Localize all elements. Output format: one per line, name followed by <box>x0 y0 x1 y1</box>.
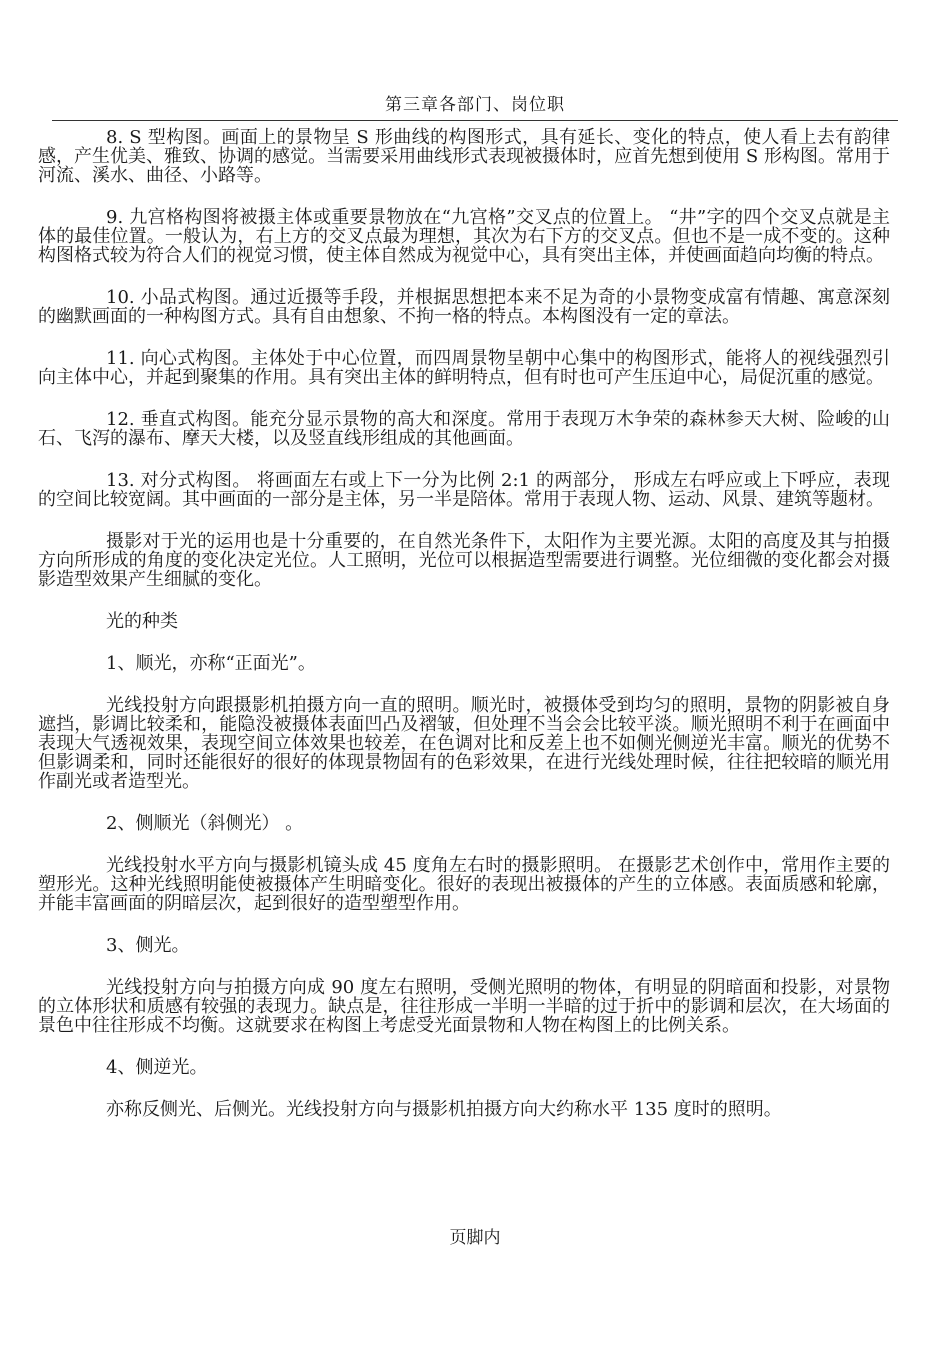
heading-side-back-light: 4、侧逆光。 <box>106 1057 208 1078</box>
page-footer: 页脚内 <box>449 1228 501 1248</box>
paragraph-side-front-light: 光线投射水平方向与摄影机镜头成 45 度角左右时的摄影照明。 在摄影艺术创作中，常用作主要的塑形光。这种光线照明能使被摄体产生明暗变化。很好的表现出被摄体的产生的立体感。表面质感和轮廓，并能丰富画面的阴暗层次，起到很好的造型塑型作用。 <box>38 855 890 914</box>
heading-light-types: 光的种类 <box>106 611 178 632</box>
heading-front-light: 1、顺光，亦称“正面光”。 <box>106 653 316 674</box>
heading-side-light: 3、侧光。 <box>106 935 190 956</box>
paragraph-light-intro: 摄影对于光的运用也是十分重要的，在自然光条件下，太阳作为主要光源。太阳的高度及其与拍摄方向所形成的角度的变化决定光位。人工照明，光位可以根据造型需要进行调整。光位细微的变化都会对摄影造型效果产生细腻的变化。 <box>38 531 890 590</box>
paragraph-front-light: 光线投射方向跟摄影机拍摄方向一直的照明。顺光时，被摄体受到均匀的照明，景物的阴影被自身遮挡，影调比较柔和，能隐没被摄体表面凹凸及褶皱，但处理不当会会比较平淡。顺光照明不利于在画面中表现大气透视效果，表现空间立体效果也较差，在色调对比和反差上也不如侧光侧逆光丰富。顺光的优势不但影调柔和，同时还能很好的很好的体现景物固有的色彩效果，在进行光线处理时候，往往把较暗的顺光用作副光或者造型光。 <box>38 695 890 792</box>
paragraph-vertical-composition: 12. 垂直式构图。能充分显示景物的高大和深度。常用于表现万木争荣的森林参天大树、险峻的山石、飞泻的瀑布、摩天大楼，以及竖直线形组成的其他画面。 <box>38 409 890 449</box>
paragraph-side-back-light: 亦称反侧光、后侧光。光线投射方向与摄影机拍摄方向大约称水平 135 度时的照明。 <box>106 1099 782 1120</box>
paragraph-nine-grid-composition: 9. 九宫格构图将被摄主体或重要景物放在“九宫格”交叉点的位置上。 “井”字的四个交叉点就是主体的最佳位置。一般认为，右上方的交叉点最为理想，其次为右下方的交叉点。但也不是一成不变的。这种构图格式较为符合人们的视觉习惯，使主体自然成为视觉中心，具有突出主体，并使画面趋向均衡的特点。 <box>38 207 890 266</box>
paragraph-s-composition: 8. S 型构图。画面上的景物呈 S 形曲线的构图形式，具有延长、变化的特点，使人看上去有韵律感，产生优美、雅致、协调的感觉。当需要采用曲线形式表现被摄体时，应首先想到使用 S 形构图。常用于河流、溪水、曲径、小路等。 <box>38 127 890 186</box>
paragraph-split-composition: 13. 对分式构图。 将画面左右或上下一分为比例 2:1 的两部分， 形成左右呼应或上下呼应，表现的空间比较宽阔。其中画面的一部分是主体，另一半是陪体。常用于表现人物、运动、风景、建筑等题材。 <box>38 470 890 510</box>
paragraph-centripetal-composition: 11. 向心式构图。主体处于中心位置，而四周景物呈朝中心集中的构图形式，能将人的视线强烈引向主体中心，并起到聚集的作用。具有突出主体的鲜明特点，但有时也可产生压迫中心，局促沉重的感觉。 <box>38 348 890 388</box>
header-divider <box>52 120 898 121</box>
document-body <box>38 128 890 1142</box>
paragraph-side-light: 光线投射方向与拍摄方向成 90 度左右照明，受侧光照明的物体，有明显的阴暗面和投影，对景物的立体形状和质感有较强的表现力。缺点是，往往形成一半明一半暗的过于折中的影调和层次，在大场面的景色中往往形成不均衡。这就要求在构图上考虑受光面景物和人物在构图上的比例关系。 <box>38 977 890 1036</box>
paragraph-sketch-composition: 10. 小品式构图。通过近摄等手段，并根据思想把本来不足为奇的小景物变成富有情趣、寓意深刻的幽默画面的一种构图方式。具有自由想象、不拘一格的特点。本构图没有一定的章法。 <box>38 287 890 327</box>
page-header: 第三章各部门、岗位职 <box>385 95 565 115</box>
heading-side-front-light: 2、侧顺光（斜侧光） 。 <box>106 813 304 834</box>
